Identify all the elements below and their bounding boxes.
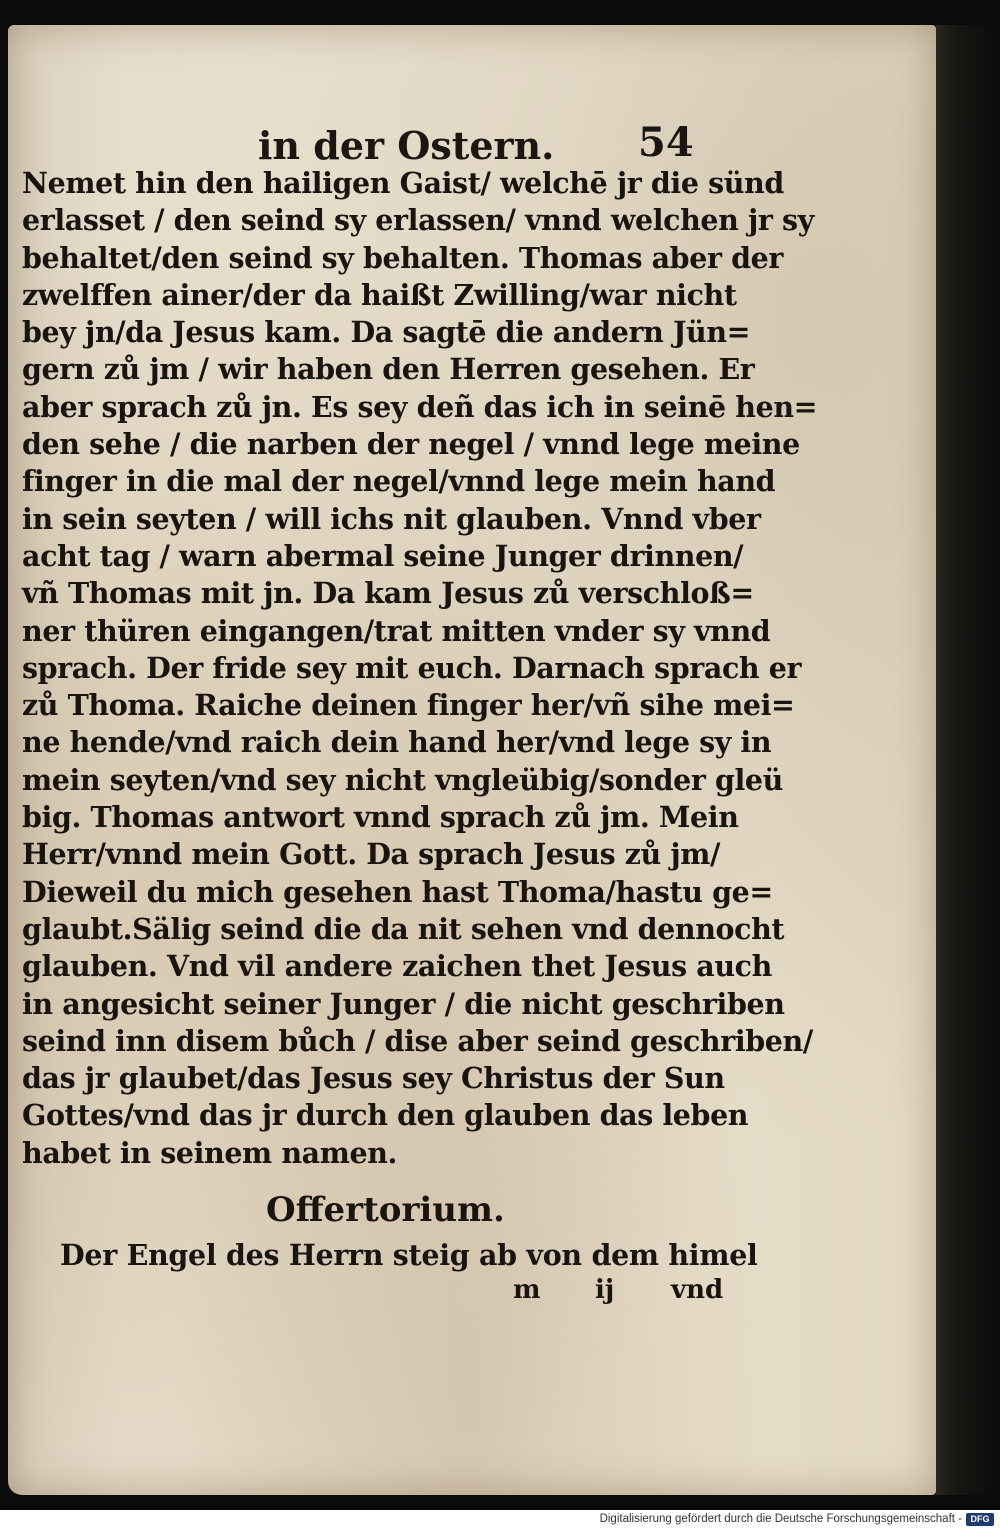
text-line: zů Thoma. Raiche deinen finger her/vñ sihe mei= [22, 688, 795, 723]
text-line: acht tag / warn abermal seine Junger drinnen/ [22, 538, 744, 573]
catchword: vnd [671, 1275, 724, 1305]
funding-credit: Digitalisierung gefördert durch die Deutsche Forschungsgemeinschaft - [599, 1513, 962, 1525]
text-line: aber sprach zů jn. Es sey deñ das ich in seinē hen= [22, 389, 818, 424]
gospel-text-block [22, 165, 818, 1172]
text-line: bey jn/da Jesus kam. Da sagtē die andern Jün= [22, 315, 751, 350]
text-line: glaubt.Sälig seind die da nit sehen vnd dennocht [22, 911, 785, 946]
page-edge-shadow [936, 25, 996, 1495]
text-line: mein seyten/vnd sey nicht vngleübig/sonder gleü [22, 762, 783, 797]
offertorium-heading: Offertorium. [266, 1190, 505, 1230]
digitization-footer [0, 1510, 1000, 1530]
text-line: sprach. Der fride sey mit euch. Darnach sprach er [22, 650, 802, 685]
text-line: Dieweil du mich gesehen hast Thoma/hastu ge= [22, 874, 773, 909]
text-line: vñ Thomas mit jn. Da kam Jesus zů verschloß= [22, 576, 754, 611]
text-line: habet in seinem namen. [22, 1135, 398, 1170]
text-line: den sehe / die narben der negel / vnnd lege meine [22, 427, 800, 462]
text-line: erlasset / den seind sy erlassen/ vnnd welchen jr sy [22, 203, 814, 238]
folio-number: 54 [638, 119, 694, 166]
text-line: big. Thomas antwort vnnd sprach zů jm. Mein [22, 800, 739, 835]
text-line: seind inn disem bůch / dise aber seind geschriben/ [22, 1023, 813, 1058]
text-line: Nemet hin den hailigen Gaist/ welchē jr die sünd [22, 166, 784, 200]
text-line: glauben. Vnd vil andere zaichen thet Jesus auch [22, 949, 772, 984]
offertory-text-line: Der Engel des Herrn steig ab von dem himel [60, 1238, 758, 1272]
text-line: gern zů jm / wir haben den Herren gesehen. Er [22, 352, 755, 387]
text-line: in angesicht seiner Junger / die nicht geschriben [22, 986, 785, 1021]
text-line: das jr glaubet/das Jesus sey Christus der Sun [22, 1061, 725, 1096]
text-line: finger in die mal der negel/vnnd lege mein hand [22, 464, 776, 499]
dfg-logo-icon: DFG [966, 1513, 994, 1526]
running-head: in der Ostern. [258, 123, 555, 168]
text-line: zwelffen ainer/der da haißt Zwilling/war nicht [22, 277, 737, 312]
book-page [8, 25, 936, 1495]
text-line: behaltet/den seind sy behalten. Thomas aber der [22, 240, 783, 275]
text-line: ner thüren eingangen/trat mitten vnder sy vnnd [22, 613, 771, 648]
text-line: Gottes/vnd das jr durch den glauben das leben [22, 1098, 749, 1133]
text-line: Herr/vnnd mein Gott. Da sprach Jesus zů jm/ [22, 837, 721, 872]
text-line: in sein seyten / will ichs nit glauben. Vnnd vber [22, 501, 761, 536]
signature-number: ij [595, 1275, 615, 1305]
signature-letter: m [513, 1275, 541, 1305]
text-line: ne hende/vnd raich dein hand her/vnd lege sy in [22, 725, 772, 760]
